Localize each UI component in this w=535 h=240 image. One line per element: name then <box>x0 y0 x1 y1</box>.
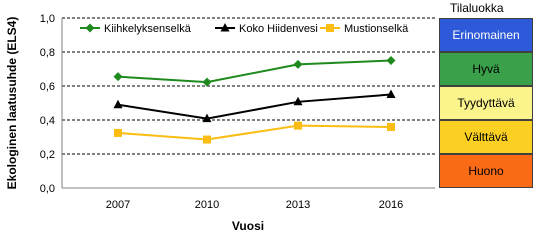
x-axis-label: Vuosi <box>231 219 265 233</box>
legend-label: Koko Hiidenvesi <box>239 23 318 35</box>
x-tick-label: 2010 <box>194 199 220 211</box>
y-tick-label: 1,0 <box>39 13 55 25</box>
status-class-huono: Huono <box>439 154 533 188</box>
x-tick-label: 2007 <box>105 199 131 211</box>
data-point <box>114 129 122 137</box>
status-class-tyydyttava: Tyydyttävä <box>439 86 533 120</box>
y-axis-label: Ekologinen laatusuhde (ELS4) <box>5 16 19 190</box>
legend-marker <box>326 24 334 32</box>
y-tick-label: 0,8 <box>39 47 55 59</box>
legend-label: Mustionselkä <box>344 23 409 35</box>
x-tick-label: 2016 <box>378 199 404 211</box>
legend-label: Kiihkelyksenselkä <box>104 23 191 35</box>
x-tick-labels <box>106 199 403 211</box>
y-tick-label: 0,6 <box>39 81 55 93</box>
data-point <box>387 123 395 131</box>
x-tick-label: 2013 <box>285 199 311 211</box>
y-tick-labels <box>40 13 55 195</box>
y-tick-label: 0,0 <box>39 183 55 195</box>
status-class-hyva: Hyvä <box>439 52 533 86</box>
legend <box>80 23 409 35</box>
data-point <box>203 136 211 144</box>
data-point <box>294 122 302 130</box>
status-class-erinomainen: Erinomainen <box>439 18 533 52</box>
status-panel-title: Tilaluokka <box>450 1 504 15</box>
status-class-valttava: Välttävä <box>439 120 533 154</box>
y-tick-label: 0,2 <box>39 149 55 161</box>
y-tick-label: 0,4 <box>39 115 55 127</box>
